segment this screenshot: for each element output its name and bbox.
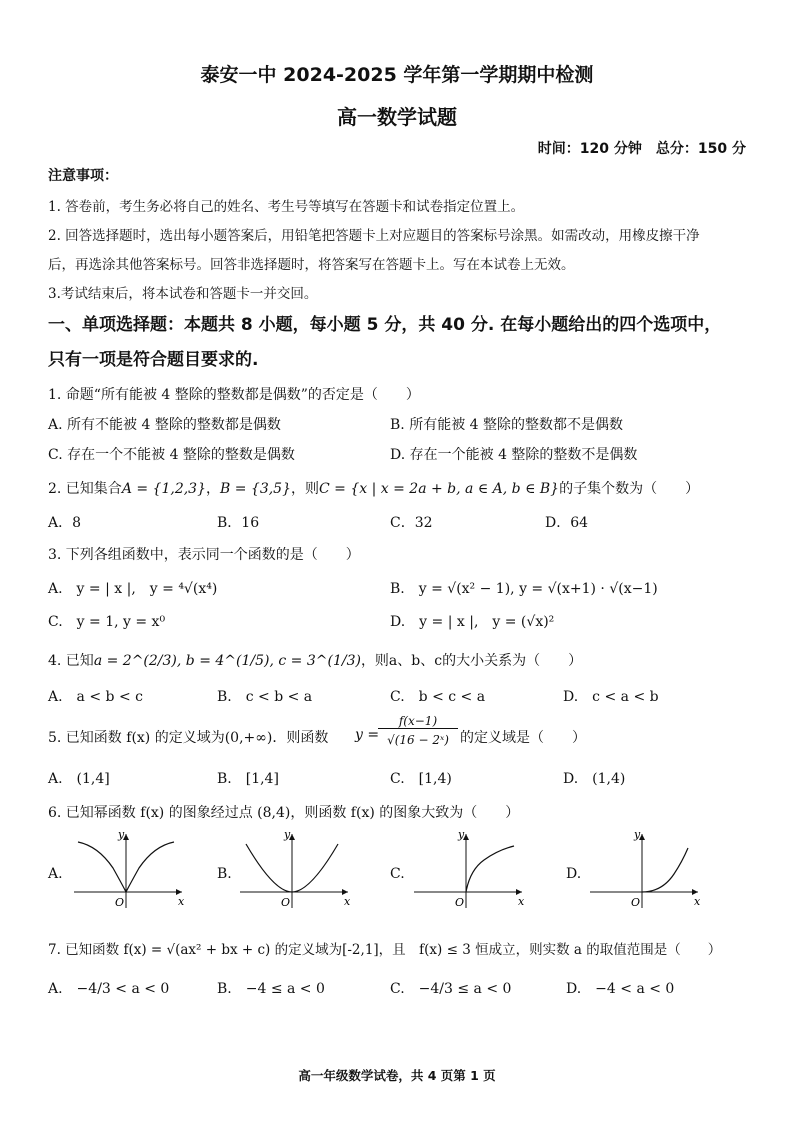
graph-b-x-label: x <box>344 895 351 908</box>
question-3-option-a: A. y = | x |, y = ⁴√(x⁴) <box>48 581 218 597</box>
graph-d-curve <box>642 848 688 892</box>
graph-a-x-label: x <box>178 895 185 908</box>
question-2-option-d: D．64 <box>545 515 589 531</box>
section-heading-line-1: 一、单项选择题：本题共 8 小题，每小题 5 分，共 40 分. 在每小题给出的四个选项中， <box>48 315 722 335</box>
question-7-stem: 7. 已知函数 f(x) = √(ax² + bx + c) 的定义域为[-2,1]，且 f(x) ≤ 3 恒成立，则实数 a 的取值范围是（ ） <box>48 942 722 958</box>
graph-b <box>234 828 354 912</box>
set-a-expr: A = {1,2,3} <box>121 481 206 497</box>
question-5-option-d: D. (1,4) <box>563 771 626 787</box>
question-3-stem: 3. 下列各组函数中，表示同一个函数的是（ ） <box>48 547 360 563</box>
graph-b-y-label: y <box>284 828 291 841</box>
graph-b-origin: O <box>281 896 291 909</box>
exam-title: 泰安一中 2024-2025 学年第一学期期中检测 <box>200 64 594 86</box>
question-6-stem: 6. 已知幂函数 f(x) 的图象经过点 (8,4)，则函数 f(x) 的图象大致为（ ） <box>48 805 520 821</box>
exam-subtitle: 高一数学试题 <box>337 105 457 129</box>
section-heading-line-2: 只有一项是符合题目要求的. <box>48 350 259 370</box>
question-7-option-a: A. −4/3 < a < 0 <box>48 981 170 997</box>
question-4-option-c: C. b < c < a <box>390 689 486 705</box>
graph-c-curve <box>466 846 514 892</box>
page-footer: 高一年级数学试卷，共 4 页第 1 页 <box>298 1068 496 1083</box>
question-1-option-d: D. 存在一个能被 4 整除的整数不是偶数 <box>390 447 638 463</box>
question-2-option-c: C．32 <box>390 515 433 531</box>
notice-heading: 注意事项： <box>48 168 118 184</box>
question-6-option-a: A. <box>48 866 63 882</box>
set-b-expr: B = {3,5} <box>220 481 291 497</box>
question-2-stem-end: 的子集个数为（ ） <box>559 481 700 497</box>
question-5-func-lhs: y = <box>355 727 380 743</box>
notice-item-2-line-1: 2. 回答选择题时，选出每小题答案后，用铅笔把答题卡上对应题目的答案标号涂黑。如需改动，用橡皮擦干净 <box>48 228 700 244</box>
graph-a <box>68 828 188 912</box>
question-6-option-d: D. <box>566 866 582 882</box>
question-4-option-b: B. c < b < a <box>217 689 313 705</box>
question-5-option-b: B. [1,4] <box>217 771 279 787</box>
question-3-option-c: C. y = 1, y = x⁰ <box>48 614 166 630</box>
graph-d-origin: O <box>631 896 641 909</box>
question-5-stem-end: 的定义域是（ ） <box>460 730 586 746</box>
graph-c <box>408 828 528 912</box>
question-6-option-c: C. <box>390 866 405 882</box>
question-2-option-b: B．16 <box>217 515 260 531</box>
graph-d-y-label: y <box>634 828 641 841</box>
graph-c-origin: O <box>455 896 465 909</box>
time-info: 时间：120 分钟 总分：150 分 <box>537 141 746 157</box>
graph-a-y-label: y <box>118 828 125 841</box>
question-4-option-a: A. a < b < c <box>48 689 143 705</box>
graph-c-y-label: y <box>458 828 465 841</box>
notice-item-3: 3.考试结束后，将本试卷和答题卡一并交回。 <box>48 286 318 302</box>
question-2-stem-start: 2. 已知集合 <box>48 481 122 497</box>
graph-c-x-label: x <box>518 895 525 908</box>
question-6-option-b: B. <box>217 866 232 882</box>
graph-d-x-label: x <box>694 895 701 908</box>
question-4-expression: a = 2^(2/3), b = 4^(1/5), c = 3^(1/3) <box>93 653 361 669</box>
question-2-stem-middle: ，则 <box>291 481 319 497</box>
graph-d <box>584 828 704 912</box>
notice-item-1: 1. 答卷前，考生务必将自己的姓名、考生号等填写在答题卡和试卷指定位置上。 <box>48 199 525 215</box>
question-4-stem-end: ，则a、b、c的大小关系为（ ） <box>360 653 583 669</box>
notice-item-2-line-2: 后，再选涂其他答案标号。回答非选择题时，将答案写在答题卡上。写在本试卷上无效。 <box>48 257 575 273</box>
question-5-stem-start: 5. 已知函数 f(x) 的定义域为(0,+∞)．则函数 <box>48 730 329 746</box>
question-7-option-c: C. −4/3 ≤ a < 0 <box>390 981 512 997</box>
question-1-stem: 1. 命题“所有能被 4 整除的整数都是偶数”的否定是（ ） <box>48 387 420 403</box>
set-c-expr: C = {x | x = 2a + b, a ∈ A, b ∈ B} <box>319 481 560 497</box>
question-5-option-c: C. [1,4) <box>390 771 452 787</box>
graph-a-origin: O <box>115 896 125 909</box>
question-3-option-d: D. y = | x |, y = (√x)² <box>390 614 555 630</box>
question-4-stem <box>48 650 582 670</box>
question-1-option-a: A. 所有不能被 4 整除的整数都是偶数 <box>48 417 281 433</box>
question-5-numerator: f(x−1) <box>378 714 458 729</box>
question-2-comma: ， <box>206 481 220 497</box>
question-7-option-d: D. −4 < a < 0 <box>566 981 675 997</box>
question-7-option-b: B. −4 ≤ a < 0 <box>217 981 325 997</box>
question-5-denominator: √(16 − 2ˣ) <box>387 733 449 747</box>
question-2-option-a: A．8 <box>48 515 82 531</box>
question-5-option-a: A. (1,4] <box>48 771 110 787</box>
question-1-option-c: C. 存在一个不能被 4 整除的整数是偶数 <box>48 447 295 463</box>
question-2-stem <box>48 478 699 498</box>
question-1-option-b: B. 所有能被 4 整除的整数都不是偶数 <box>390 417 623 433</box>
question-3-option-b: B. y = √(x² − 1), y = √(x+1) · √(x−1) <box>390 581 658 597</box>
question-4-stem-start: 4. 已知 <box>48 653 94 669</box>
question-4-option-d: D. c < a < b <box>563 689 659 705</box>
